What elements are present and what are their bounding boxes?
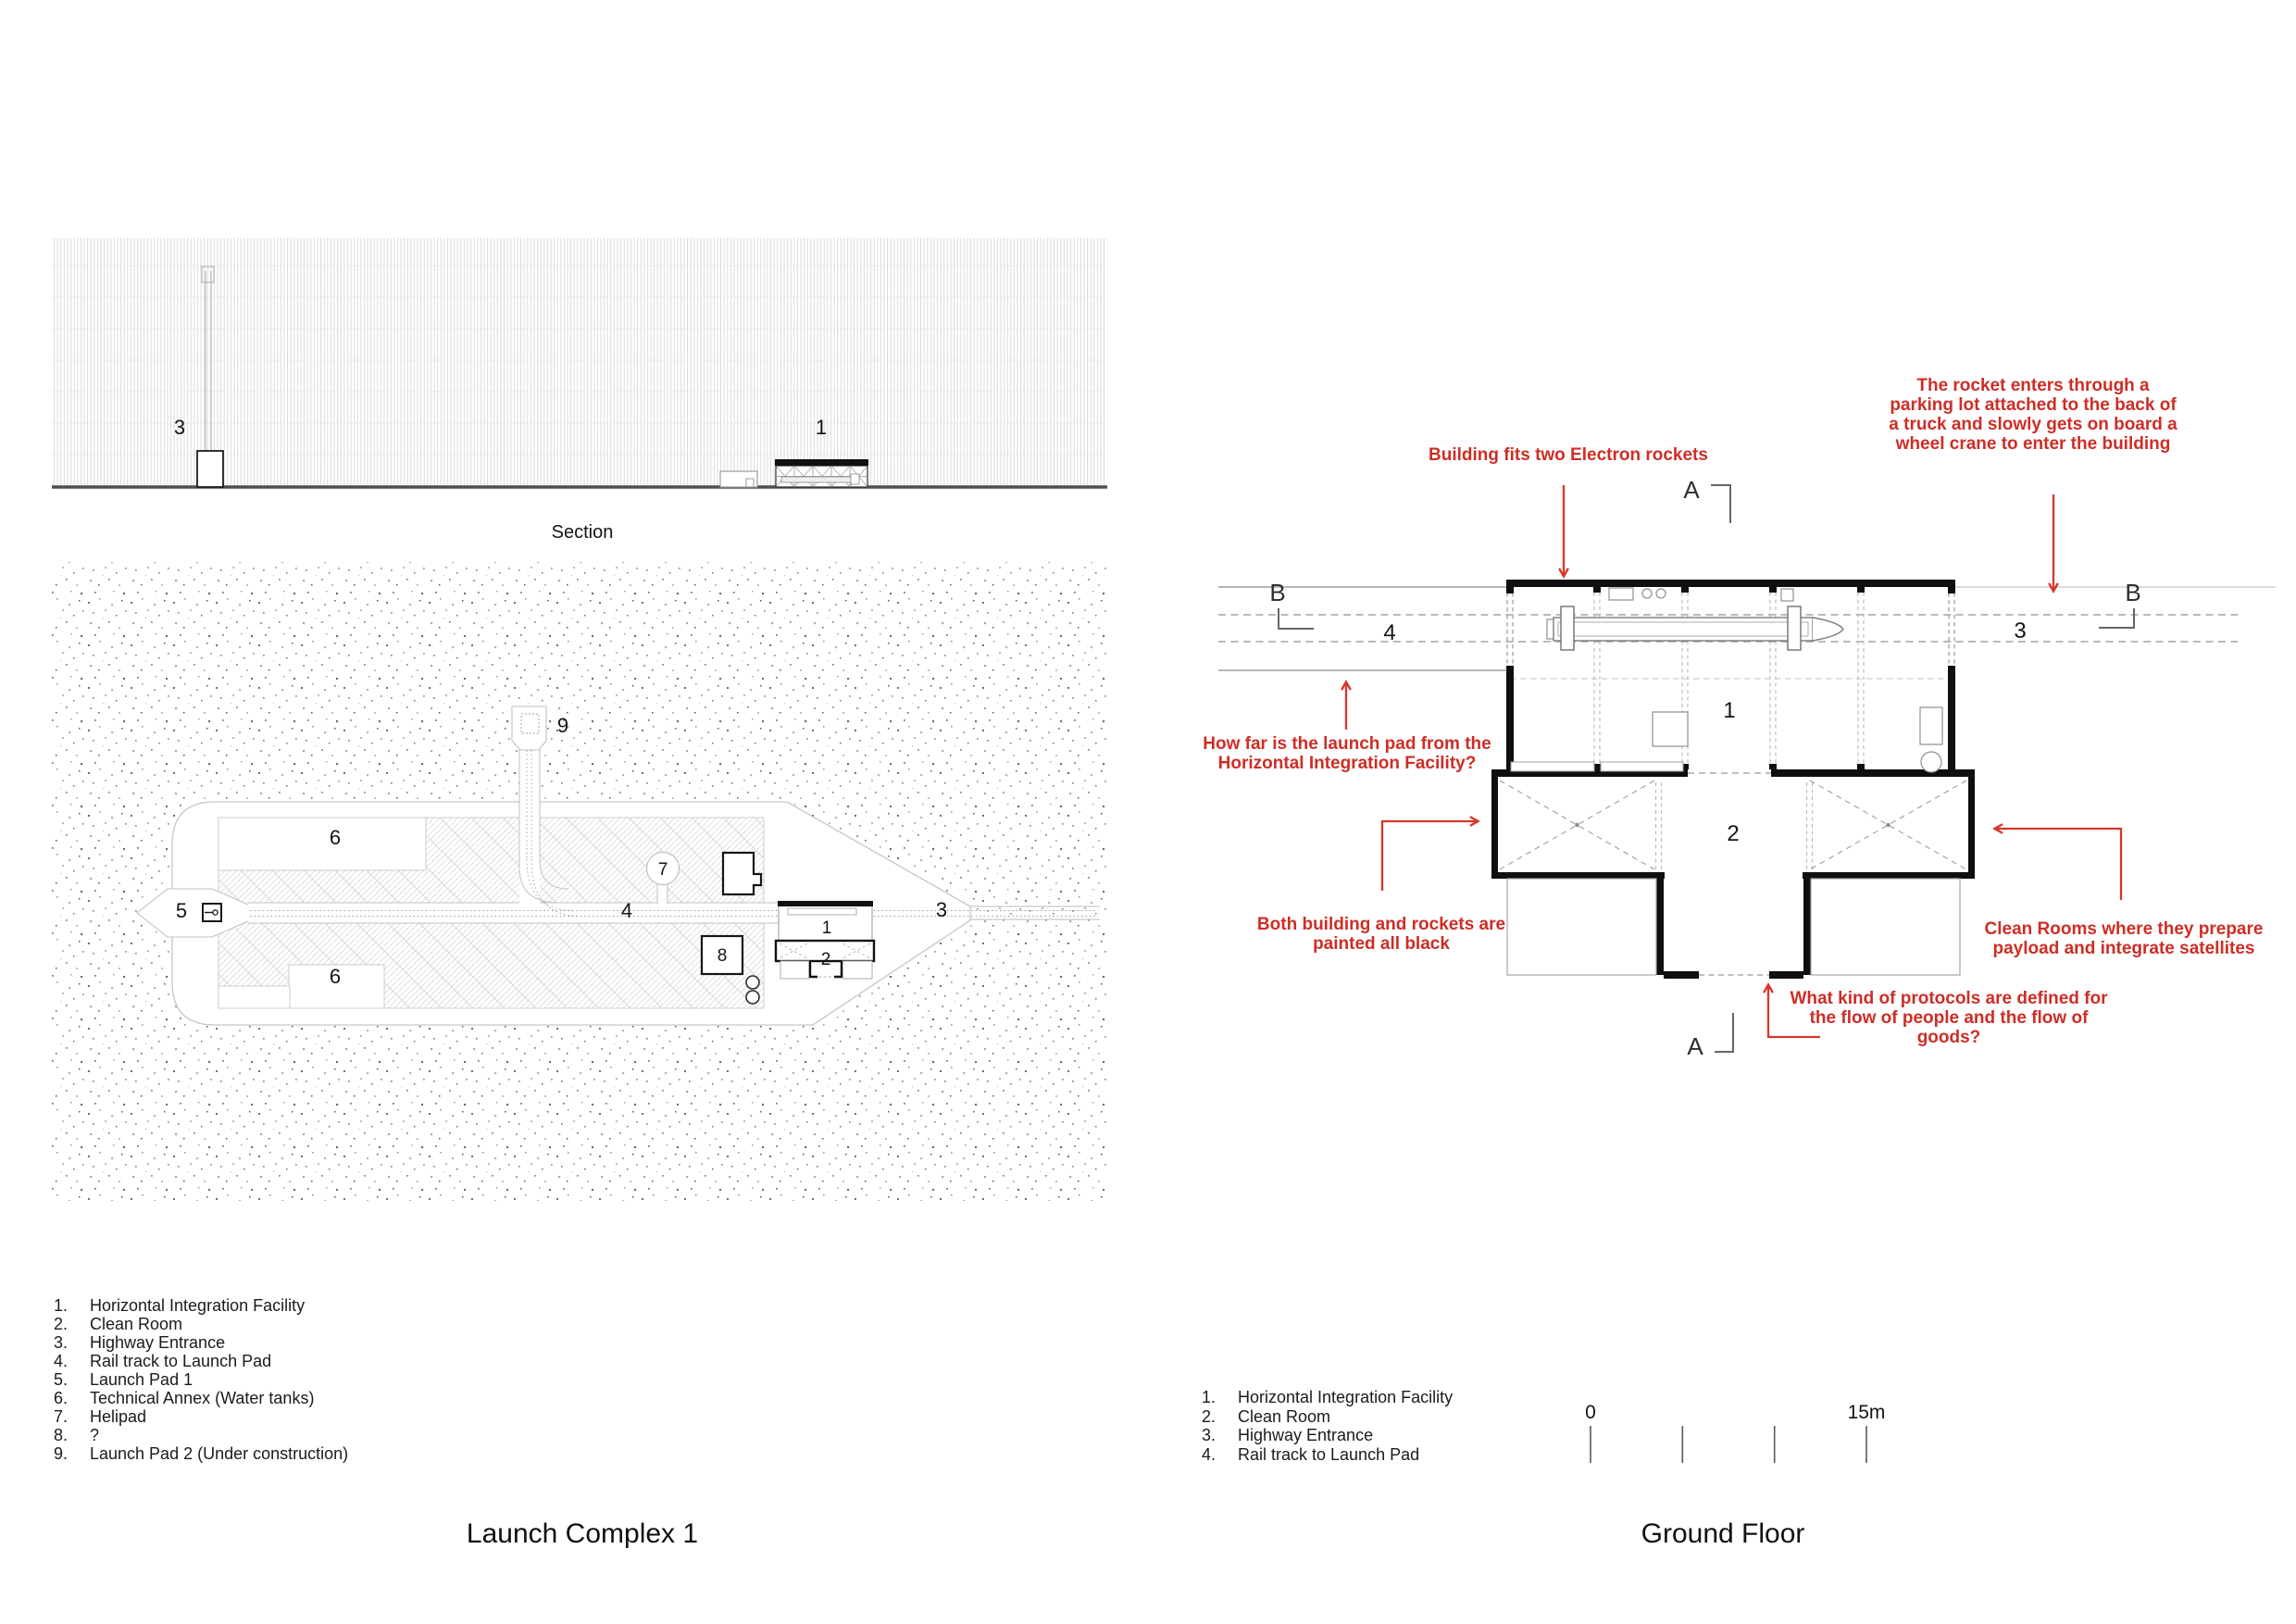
gf-rocket-bogie-left: [1561, 606, 1574, 650]
section-hatch-backdrop: [52, 238, 1107, 487]
gf-marker-a-top: A: [1683, 476, 1700, 504]
site-label-building8: 8: [717, 946, 728, 966]
gf-marker-b-right: B: [2125, 579, 2141, 606]
legend-item: 4. Rail track to Launch Pad: [1202, 1444, 1420, 1464]
arrow-painted-black: [1382, 821, 1478, 891]
section-label-tower: 3: [173, 416, 186, 439]
legend-ground-floor: [1202, 1388, 1554, 1464]
site-label-pad1: 5: [175, 899, 188, 922]
site-label-annex-top: 6: [329, 826, 342, 849]
legend-item: 2. Clean Room: [54, 1315, 183, 1333]
gf-marker-a-bottom: A: [1687, 1032, 1703, 1060]
legend-item: 3. Highway Entrance: [1202, 1426, 1374, 1444]
legend-item: 5. Launch Pad 1: [54, 1370, 193, 1389]
section-drawing: [52, 238, 1107, 543]
gf-parking-right: [1811, 879, 1960, 975]
site-tank-2: [746, 991, 759, 1004]
gf-label-hif: 1: [1723, 698, 1736, 723]
site-tank-1: [746, 976, 759, 989]
legend-item: 2. Clean Room: [1202, 1406, 1331, 1426]
site-label-highway: 3: [935, 898, 948, 921]
section-hif-building: [775, 459, 868, 487]
section-caption: Section: [551, 522, 614, 543]
scale-bar-end: 15m: [1847, 1402, 1886, 1423]
annotation-how-far: How far is the launch pad from the Horizontal Integration Facility?: [1203, 734, 1491, 773]
scale-bar: [1585, 1402, 1885, 1463]
arrow-clean-rooms: [1995, 829, 2121, 900]
site-rail-corridor: [220, 903, 780, 923]
legend-site-plan: [54, 1296, 443, 1463]
gf-equipment: [1511, 588, 1942, 772]
title-ground-floor: Ground Floor: [1641, 1518, 1805, 1549]
gf-road-edges-left: [1218, 587, 1506, 670]
site-label-rail: 4: [620, 899, 633, 922]
site-plan-drawing: [52, 562, 1107, 1201]
legend-item: 3. Highway Entrance: [54, 1333, 226, 1352]
gf-label-cleanroom: 2: [1727, 821, 1740, 846]
gf-electron-rocket: [1547, 606, 1843, 650]
legend-item: 1. Horizontal Integration Facility: [54, 1296, 306, 1315]
legend-item: 7. Helipad: [54, 1407, 147, 1426]
site-label-hif: 1: [821, 918, 832, 938]
site-pad2: [512, 706, 546, 750]
annotation-rocket-enters: The rocket enters through a parking lot attached to the back of a truck and slowly gets on board a wheel crane to enter the building: [1889, 376, 2177, 454]
site-pad1-symbol: [203, 904, 221, 921]
gf-label-rail: 4: [1383, 620, 1396, 645]
annotation-painted-black: Both building and rockets are painted all black: [1256, 915, 1506, 954]
gf-door-left: [1507, 593, 1513, 665]
legend-item: 8. ?: [54, 1426, 100, 1444]
gf-rocket-bogie-right: [1788, 606, 1801, 650]
annotation-building-fits: Building fits two Electron rockets: [1429, 445, 1708, 465]
section-annex-building: [720, 471, 757, 487]
section-label-building: 1: [815, 416, 828, 439]
gf-marker-b-left: B: [1269, 579, 1286, 606]
site-label-pad2: 9: [556, 714, 569, 737]
legend-item: 4. Rail track to Launch Pad: [54, 1352, 272, 1370]
scale-bar-start: 0: [1585, 1402, 1596, 1423]
site-annex-top: [218, 818, 426, 870]
gf-label-highway: 3: [2014, 618, 2027, 643]
site-label-helipad: 7: [657, 860, 668, 880]
gf-door-right: [1949, 593, 1954, 665]
legend-item: 9. Launch Pad 2 (Under construction): [54, 1444, 349, 1463]
legend-item: 6. Technical Annex (Water tanks): [54, 1389, 315, 1407]
title-launch-complex: Launch Complex 1: [466, 1518, 699, 1549]
site-label-cleanroom: 2: [820, 950, 831, 969]
annotation-protocols: What kind of protocols are defined for the flow of people and the flow of goods?: [1790, 989, 2108, 1047]
annotation-clean-rooms: Clean Rooms where they prepare payload and integrate satellites: [1984, 919, 2264, 958]
legend-item: 1. Horizontal Integration Facility: [1202, 1388, 1454, 1406]
site-label-annex-bottom: 6: [329, 965, 342, 988]
